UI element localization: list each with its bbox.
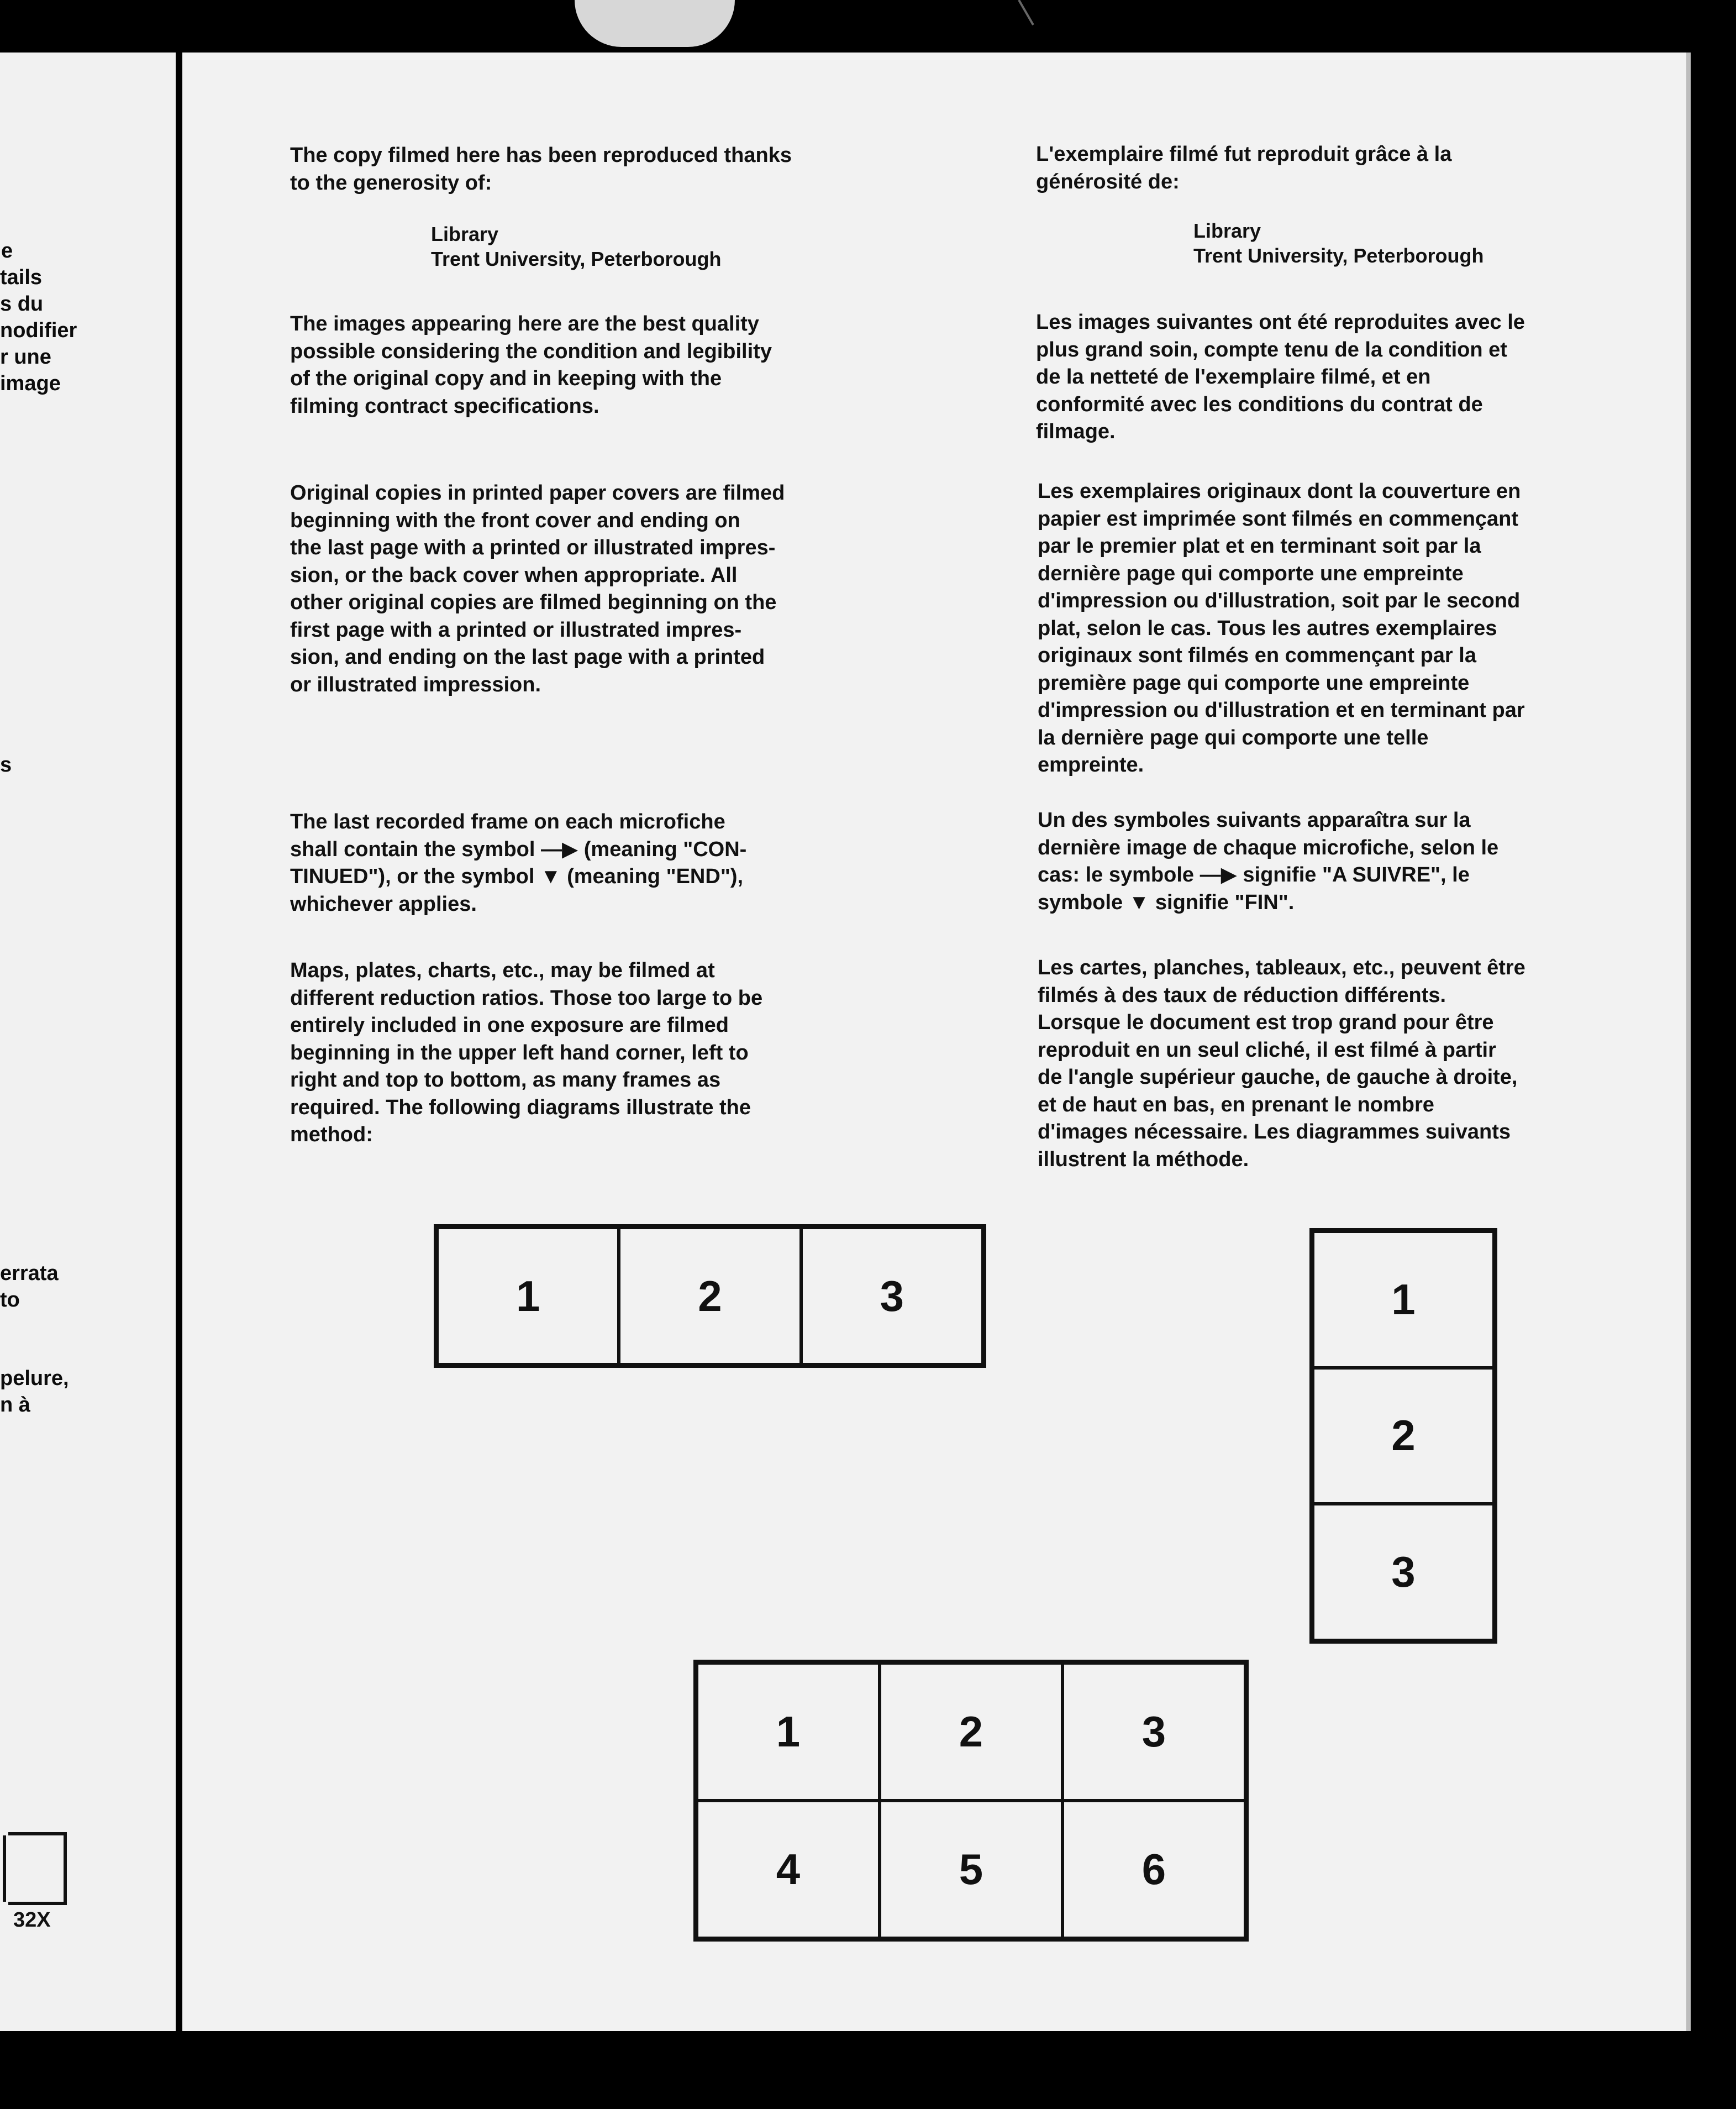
edge-text: n à [0,1393,30,1417]
english-covers-block [290,480,942,699]
edge-text: errata [0,1262,59,1285]
frame-cell: 1 [1313,1231,1494,1368]
french-quality-block [1036,309,1688,446]
edge-text: s [0,753,12,777]
diagram-grid [693,1660,1249,1942]
english-column [290,142,942,197]
edge-text: nodifier [0,319,77,342]
reduction-label: 32X [13,1908,51,1932]
frame-cell: 2 [619,1227,801,1365]
english-intro: The copy filmed here has been reproduced thanks to the generosity of: [290,144,792,195]
left-page-fragment [0,53,176,2031]
french-symbols: Un des symboles suivants apparaîtra sur la dernière image de chaque microfiche, selon le cas: le symbole —▶ signifie "A SUIVRE", le symbole ▼ signifie "FIN". [1038,809,1499,914]
diagram-horizontal [434,1224,986,1368]
english-maps-block [290,957,942,1149]
frame-cell: 2 [880,1663,1062,1801]
english-quality: The images appearing here are the best quality possible considering the condition and legibility of the original copy and in keeping with the filming contract specifications. [290,312,772,418]
frame-cell: 1 [697,1663,880,1801]
english-symbols-block [290,809,942,918]
edge-text: tails [0,266,43,289]
frame-cell: 6 [1062,1801,1245,1938]
english-symbols: The last recorded frame on each microfiche shall contain the symbol —▶ (meaning "CON- TINUED"), or the symbol ▼ (meaning "END"), whichever applies. [290,810,747,916]
edge-text: to [0,1288,20,1311]
english-covers: Original copies in printed paper covers are filmed beginning with the front cover and ending on the last page with a printed or illustrated impres- sion, or the back cover when appropriate. All other original copies are filmed beginning on the first page with a printed or illustrated impres- sion, and ending on the last page with a printed or illustrated impression. [290,481,785,696]
french-covers-block [1038,478,1690,779]
diagram-vertical [1309,1228,1497,1644]
frame-cell: 3 [1313,1504,1494,1640]
frame-cell: 3 [1062,1663,1245,1801]
french-library: Library Trent University, Peterborough [1193,219,1484,267]
scan-smudge [575,0,735,47]
english-library: Library Trent University, Peterborough [431,223,722,270]
frame-cell: 2 [1313,1368,1494,1504]
french-quality: Les images suivantes ont été reproduites avec le plus grand soin, compte tenu de la condition et de la netteté de l'exemplaire filmé, et en conformité avec les conditions du contrat de filmage. [1036,311,1525,443]
english-maps: Maps, plates, charts, etc., may be filmed at different reduction ratios. Those too large to be entirely included in one exposure are filmed beginning in the upper left hand corner, left to right and top to bottom, as many frames as required. The following diagrams illustrate the method: [290,959,763,1146]
french-symbols-block [1038,807,1690,916]
edge-text: image [0,372,61,395]
french-maps-block [1038,954,1690,1173]
french-column [1036,141,1688,196]
edge-text: s du [0,292,44,316]
frame-cell: 1 [437,1227,619,1365]
frame-cell: 3 [801,1227,983,1365]
edge-text: e [1,239,13,263]
reduction-target-box [8,1832,67,1905]
edge-text: r une [0,345,51,369]
edge-text: pelure, [0,1367,69,1390]
french-covers: Les exemplaires originaux dont la couverture en papier est imprimée sont filmés en commençant par le premier plat et en terminant soit par la dernière page qui comporte une empreinte d'impression ou d'illustration, soit par le second plat, selon le cas. Tous les autres exemplaires originaux sont filmés en commençant par la première page qui comporte une empreinte d'impression ou d'illustration et en terminant par la dernière page qui comporte une telle empreinte. [1038,480,1525,777]
target-page [182,53,1691,2031]
english-quality-block [290,311,942,420]
french-maps: Les cartes, planches, tableaux, etc., peuvent être filmés à des taux de réduction différents. Lorsque le document est trop grand pour être reproduit en un seul cliché, il est filmé à partir de l'angle supérieur gauche, de gauche à droite, et de haut en bas, en prenant le nombre d'images nécessaire. Les diagrammes suivants illustrent la méthode. [1038,956,1525,1171]
scan-scratch [1018,0,1034,25]
frame-cell: 4 [697,1801,880,1938]
frame-cell: 5 [880,1801,1062,1938]
french-intro: L'exemplaire filmé fut reproduit grâce à la générosité de: [1036,143,1452,193]
